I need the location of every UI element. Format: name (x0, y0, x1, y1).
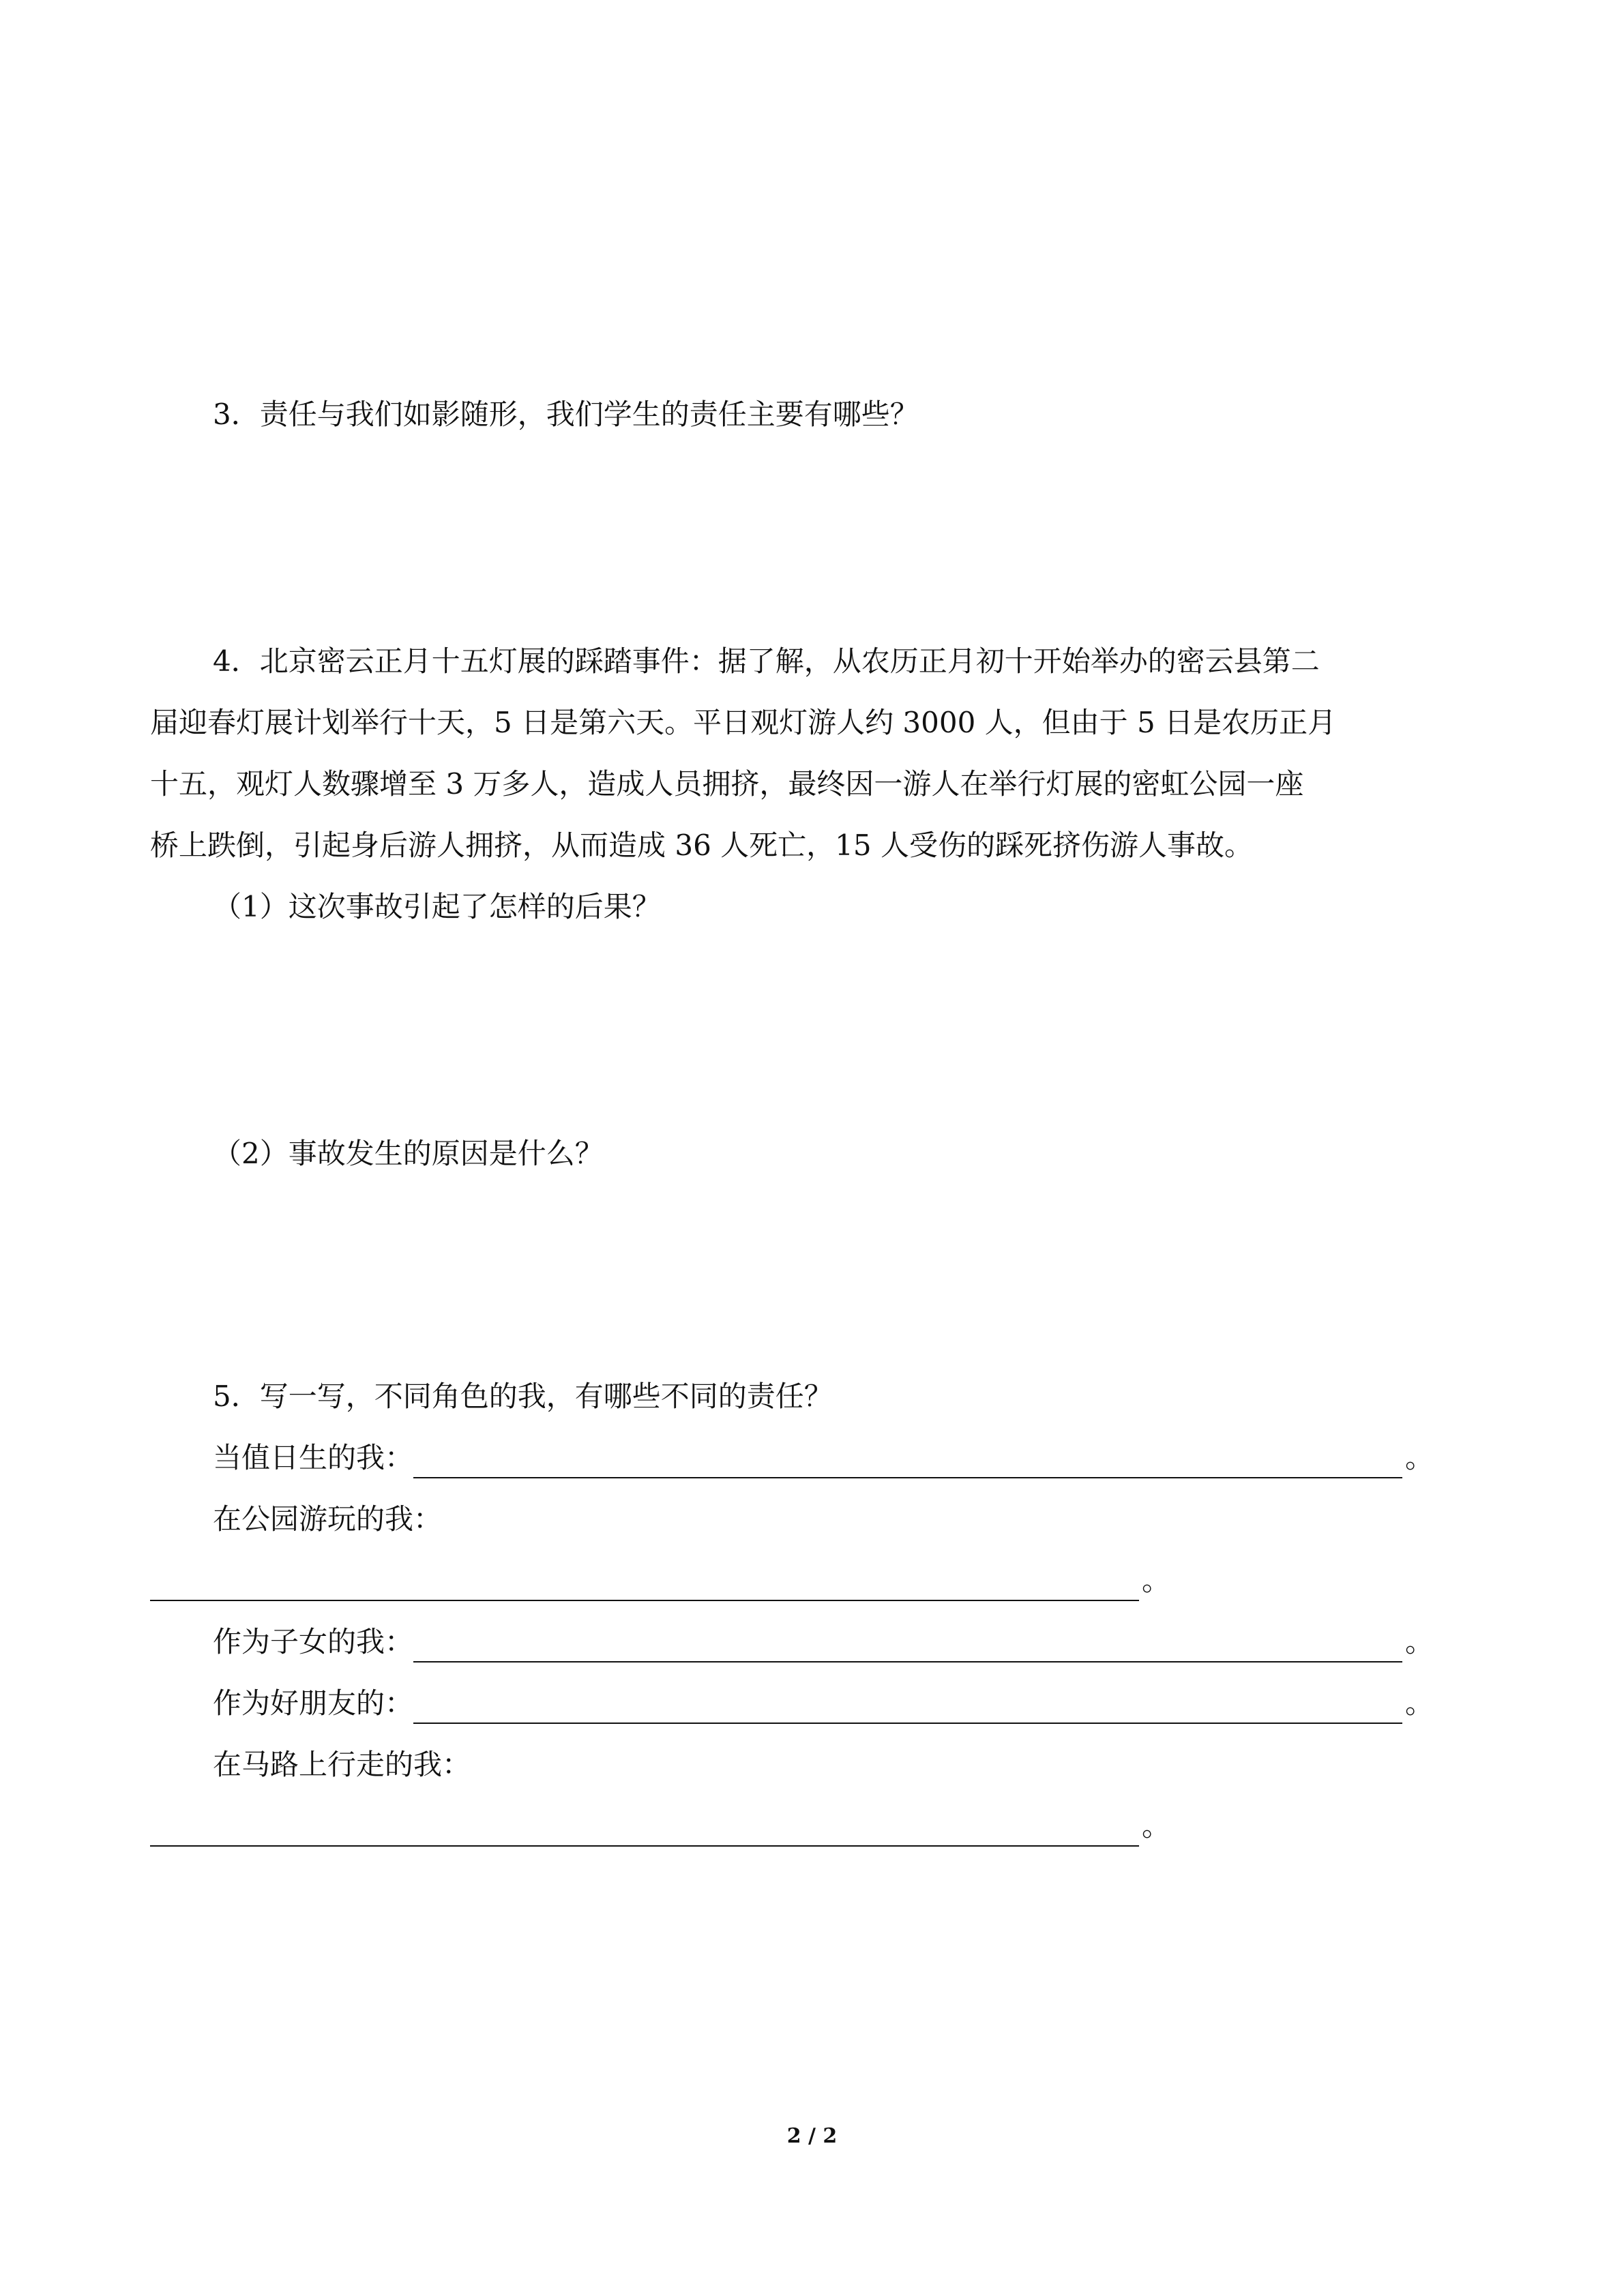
question-3: 3．责任与我们如影随形，我们学生的责任主要有哪些？ (213, 398, 919, 431)
answer-blank[interactable] (413, 1447, 1402, 1478)
role-row-child (213, 1622, 1434, 1663)
role-label: 作为子女的我： (213, 1625, 414, 1658)
answer-blank[interactable] (413, 1693, 1402, 1724)
role-row-park-blank (150, 1560, 1170, 1601)
role-label-park: 在公园游玩的我： (213, 1502, 443, 1536)
period-mark: 。 (1142, 1564, 1171, 1597)
period-mark: 。 (1142, 1809, 1171, 1843)
page-number: 2 / 2 (786, 2124, 838, 2148)
answer-blank[interactable] (413, 1631, 1402, 1663)
answer-blank[interactable] (150, 1570, 1139, 1601)
period-mark: 。 (1405, 1686, 1434, 1720)
role-row-duty-student (213, 1437, 1434, 1478)
period-mark: 。 (1405, 1441, 1434, 1474)
q4-passage-line-1: 4．北京密云正月十五灯展的踩踏事件：据了解，从农历正月初十开始举办的密云县第二 (213, 644, 1320, 678)
question-5-prompt: 5．写一写，不同角色的我，有哪些不同的责任？ (213, 1380, 833, 1413)
period-mark: 。 (1405, 1625, 1434, 1658)
q4-sub-question-2: （2）事故发生的原因是什么？ (213, 1137, 604, 1170)
answer-blank[interactable] (150, 1815, 1139, 1847)
role-label: 当值日生的我： (213, 1441, 414, 1474)
role-row-road-blank (150, 1806, 1170, 1847)
role-label: 作为好朋友的： (213, 1686, 414, 1720)
q4-sub-question-1: （1）这次事故引起了怎样的后果？ (213, 890, 661, 923)
role-label-road: 在马路上行走的我： (213, 1748, 471, 1781)
q4-passage-line-3: 十五，观灯人数骤增至 3 万多人，造成人员拥挤，最终因一游人在举行灯展的密虹公园一座 (150, 767, 1304, 801)
role-row-friend (213, 1683, 1434, 1724)
q4-passage-line-4: 桥上跌倒，引起身后游人拥挤，从而造成 36 人死亡，15 人受伤的踩死挤伤游人事故。 (150, 829, 1253, 862)
q4-passage-line-2: 届迎春灯展计划举行十天，5 日是第六天。平日观灯游人约 3000 人，但由于 5 日是农历正月 (150, 706, 1337, 739)
